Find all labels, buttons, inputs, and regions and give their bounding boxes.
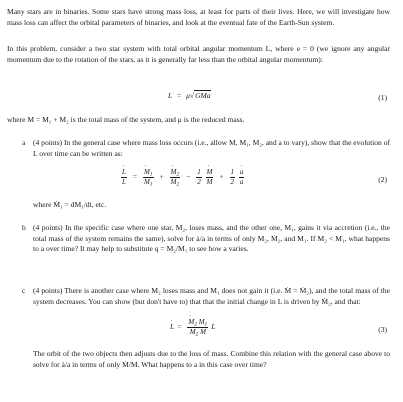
equation-3 <box>0 318 403 342</box>
equation-1 <box>0 91 403 107</box>
part-a-after-text: where Ṁ₁ = dM₁/dt, etc. <box>33 200 107 209</box>
part-a-text: (4 points) In the general case where mass loss occurs (i.e., allow M, M₁, M₂, and a to vary), show that the evolution of L over time can be written as: <box>33 138 390 158</box>
part-b-label: b <box>22 223 26 232</box>
part-a-label: a <box>22 138 26 147</box>
intro-paragraph-2: In this problem, consider a two star system with total orbital angular momentum L, where e = 0 (we ignore any angular momentum due to the rotation of the stars, as it is generally far less than the orbital angular momentum): <box>7 44 390 64</box>
equation-2 <box>0 168 403 192</box>
part-c-text: (4 points) There is another case where M₂ loses mass and M₁ does not gain it (i.e. Ṁ = Ṁ₂), and the total mass of the system decreases. You can show (but don't have to) that that the initial change in L is driven by Ṁ₂, and that: <box>33 286 390 306</box>
part-c-after-text: The orbit of the two objects then adjusts due to the loss of mass. Combine this relation with the general case above to solve for ȧ/a in terms of only Ṁ/M. What happens to a in this case over time? <box>33 349 390 369</box>
equation-2-formula: ˙ $\frac{L}{L}$ = ˙ $\frac{M_1}{M_1}$ + ˙ $\frac{M_2}{M_2}$ − $\frac{1}{2}$ ˙ $\frac{M}{M}$ + $\frac{1}{2}$ ˙ $\frac{a}{a}$ <box>120 168 245 187</box>
intro-paragraph-1: Many stars are in binaries. Some stars have strong mass loss, at least for parts of their lives. Here, we will investigate how mass loss can affect the orbital parameters of binaries, and look at the eventual fate of the Earth-Sun system. <box>7 7 390 27</box>
part-b-text: (4 points) In the specific case where one star, M₂, loses mass, and the other one, M₁, gains it via accretion (i.e., the total mass of the system remains the same), solve for ȧ/a in terms of only M₂, Ṁ₂, and M₁. If M₂ < M₁, what happens to a over time? It may help to substitute q = M₂/M₁ to see how a varies. <box>33 223 390 254</box>
equation-3-number: (3) <box>378 325 387 334</box>
after-equation-1-text: where M = M₁ + M₂ is the total mass of the system, and μ is the reduced mass. <box>7 115 245 124</box>
part-c-label: c <box>22 286 26 295</box>
equation-3-formula: ˙ L = ˙ $\frac{M_2 M_1}{M_2 M}$ L <box>170 318 215 337</box>
equation-1-number: (1) <box>378 93 387 102</box>
equation-2-number: (2) <box>378 175 387 184</box>
equation-1-formula: L = μ√GMa <box>168 91 211 101</box>
